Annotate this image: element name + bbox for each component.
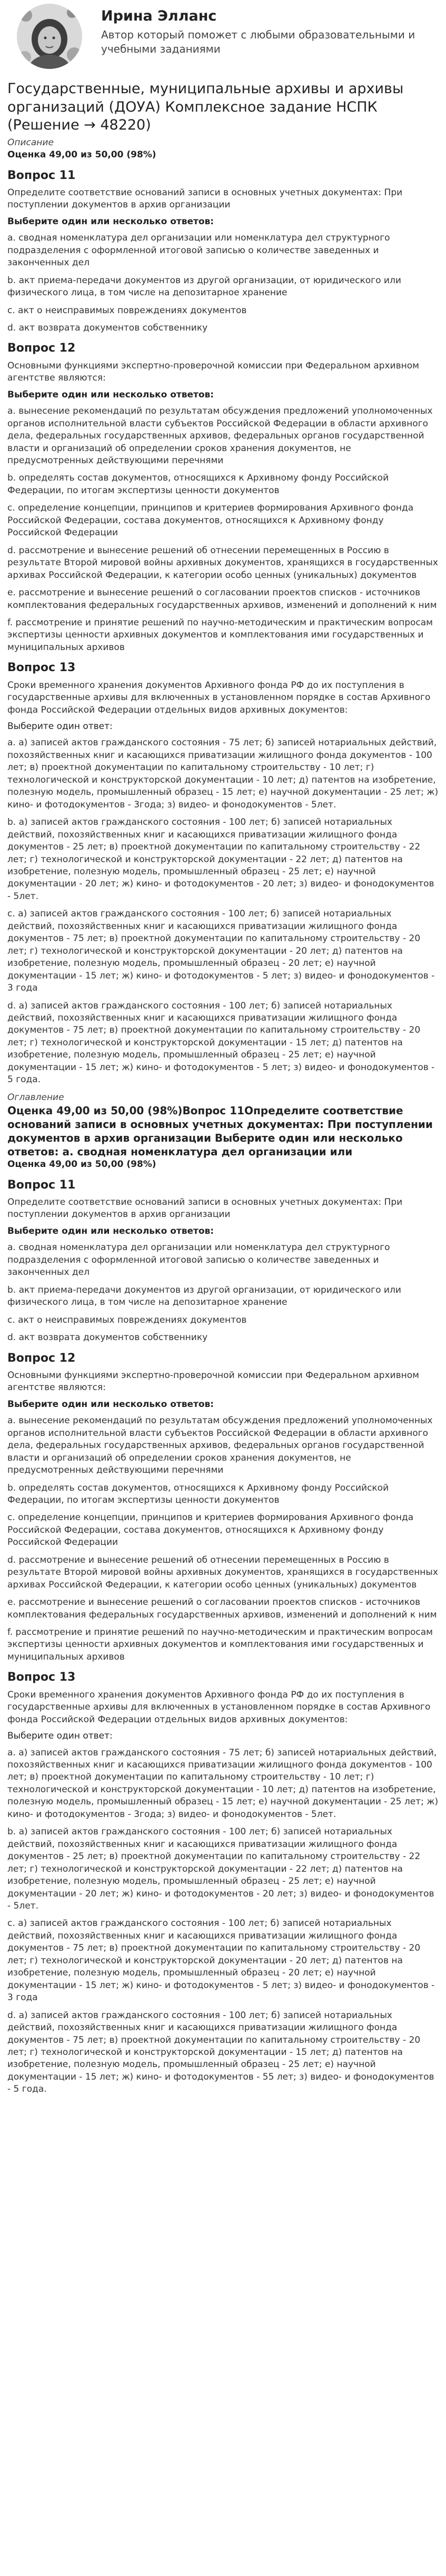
question-11-prompt-repeat: Выберите один или несколько ответов: xyxy=(7,1225,214,1236)
question-13-option-c: c. a) записей актов гражданского состояния - 100 лет; б) записей нотариальных действий, похозяйственных книг и касающихся приватизации жилищного фонда документов - 75 лет; в) проектной документации по капитальному строительству - 20 лет; г) технологической и конструкторской документации - 20 лет; д) патентов на изобретение, полезную модель, промышленный образец - 20 лет; е) научной документации - 15 лет; ж) кино- и фотодокументов - 5 лет; з) видео- и фонодокументов - 3 года xyxy=(7,908,435,994)
question-13-option-d-repeat: d. a) записей актов гражданского состояния - 100 лет; б) записей нотариальных действий, похозяйственных книг и касающихся приватизации жилищного фонда документов - 75 лет; в) проектной документации по капитальному строительству - 20 лет; г) технологической и конструкторской документации - 15 лет; д) патентов на изобретение, полезную модель, промышленный образец - 25 лет; е) научной документации - 15 лет; ж) кино- и фотодокументов - 55 лет; з) видео- и фонодокументов - 5 года. xyxy=(7,2010,434,2095)
question-13-option-a: a. a) записей актов гражданского состояния - 75 лет; б) записей нотариальных действий, похозяйственных книг и касающихся приватизации жилищного фонда документов - 100 лет; в) проектной документации по капитальному строительству - 10 лет; г) технологической и конструкторской документации - 10 лет; д) патентов на изобретение, полезную модель, промышленный образец - 15 лет; е) научной документации - 25 лет; ж) кино- и фотодокументов - 3года; з) видео- и фонодокументов - 5лет. xyxy=(7,737,439,810)
description-label: Описание xyxy=(7,137,54,148)
question-11-prompt: Выберите один или несколько ответов: xyxy=(7,216,214,227)
question-12-heading-repeat: Вопрос 12 xyxy=(7,1351,76,1365)
question-12-option-b: b. определять состав документов, относящихся к Архивному фонду Российской Федерации, по итогам экспертизы ценности документов xyxy=(7,473,389,496)
question-12-option-c: c. определение концепции, принципов и критериев формирования Архивного фонда Российской Федерации, состава документов, относящихся к Архивному фонду Российской Федерации xyxy=(7,503,414,538)
author-description: Автор который поможет с любыми образовательными и учебными заданиями xyxy=(101,28,415,56)
toc-label: Оглавление xyxy=(7,1092,64,1103)
question-11-option-a-repeat: a. сводная номенклатура дел организации или номенклатура дел структурного подразделения с оформленной итоговой записью о количестве заведенных и законченных дел xyxy=(7,1242,390,1278)
avatar[interactable] xyxy=(7,2,92,71)
question-13-text-repeat: Сроки временного хранения документов Архивного фонда РФ до их поступления в государственные архивы для включенных в установленном порядке в состав Архивного фонда Российской Федерации отдельных видов архивных документов: xyxy=(7,1689,431,1725)
question-12-option-a: a. вынесение рекомендаций по результатам обсуждения предложений уполномоченных органов исполнительной власти субъектов Российской Федерации в области архивного дела, федеральных государственных архивов, федеральных органов государственной власти и организаций об определении сроков хранения документов, не предусмотренных действующими перечнями xyxy=(7,406,433,466)
question-12-option-f: f. рассмотрение и принятие решений по научно-методическим и практическим вопросам экспертизы ценности архивных документов и комплектования ими государственных и муниципальных архивов xyxy=(7,617,433,653)
question-12-heading: Вопрос 12 xyxy=(7,342,76,355)
question-13-option-b: b. a) записей актов гражданского состояния - 100 лет; б) записей нотариальных действий, похозяйственных книг и касающихся приватизации жилищного фонда документов - 25 лет; в) проектной документации по капитальному строительству - 22 лет; г) технологической и конструкторской документации - 22 лет; д) патентов на изобретение, полезную модель, промышленный образец - 25 лет; е) научной документации - 20 лет; ж) кино- и фотодокументов - 20 лет; з) видео- и фонодокументов - 5лет. xyxy=(7,817,434,902)
question-12-option-e-repeat: e. рассмотрение и вынесение решений о согласовании проектов списков - источников комплектования федеральных государственных архивов, изменений и дополнений к ним xyxy=(7,1597,437,1620)
toc-summary: Оценка 49,00 из 50,00 (98%)Вопрос 11Определите соответствие оснований записи в основных учетных документах: При поступлении документов в архив организации Выберите один или несколько ответов: a. сводная номенклатура дел организации или xyxy=(7,1104,433,1159)
question-12-option-f-repeat: f. рассмотрение и принятие решений по научно-методическим и практическим вопросам экспертизы ценности архивных документов и комплектования ими государственных и муниципальных архивов xyxy=(7,1627,433,1662)
question-12-option-a-repeat: a. вынесение рекомендаций по результатам обсуждения предложений уполномоченных органов исполнительной власти субъектов Российской Федерации в области архивного дела, федеральных государственных архивов, федеральных органов государственной власти и организаций об определении сроков хранения документов, не предусмотренных действующими перечнями xyxy=(7,1415,433,1476)
question-12-prompt-repeat: Выберите один или несколько ответов: xyxy=(7,1399,214,1410)
score: Оценка 49,00 из 50,00 (98%) xyxy=(7,149,156,161)
question-11-option-b-repeat: b. акт приема-передачи документов из другой организации, от юридического или физического лица, в том числе на депозитарное хранение xyxy=(7,1284,401,1308)
question-11-option-c: c. акт о неисправимых повреждениях документов xyxy=(7,305,247,316)
score-repeat: Оценка 49,00 из 50,00 (98%) xyxy=(7,1159,156,1170)
question-12-option-d: d. рассмотрение и вынесение решений об отнесении перемещенных в Россию в результате Второй мировой войны архивных документов, хранящихся в государственных архивах Российской Федерации, к категории особо ценных (уникальных) документов xyxy=(7,545,438,581)
question-11-text: Определите соответствие оснований записи в основных учетных документах: При поступлении документов в архив организации xyxy=(7,187,403,211)
question-12-option-e: e. рассмотрение и вынесение решений о согласовании проектов списков - источников комплектования федеральных государственных архивов, изменений и дополнений к ним xyxy=(7,587,437,611)
author-block xyxy=(7,0,439,71)
question-12-text: Основными функциями экспертно-проверочной комиссии при Федеральном архивном агентстве являются: xyxy=(7,360,419,384)
author-info xyxy=(92,2,439,56)
question-13-option-b-repeat: b. a) записей актов гражданского состояния - 100 лет; б) записей нотариальных действий, похозяйственных книг и касающихся приватизации жилищного фонда документов - 25 лет; в) проектной документации по капитальному строительству - 22 лет; г) технологической и конструкторской документации - 22 лет; д) патентов на изобретение, полезную модель, промышленный образец - 25 лет; е) научной документации - 20 лет; ж) кино- и фотодокументов - 20 лет; з) видео- и фонодокументов - 5лет. xyxy=(7,1826,434,1911)
question-12-option-c-repeat: c. определение концепции, принципов и критериев формирования Архивного фонда Российской Федерации, состава документов, относящихся к Архивному фонду Российской Федерации xyxy=(7,1512,414,1548)
question-13-prompt: Выберите один ответ: xyxy=(7,721,113,732)
question-12-prompt: Выберите один или несколько ответов: xyxy=(7,389,214,400)
question-11-option-c-repeat: c. акт о неисправимых повреждениях документов xyxy=(7,1314,247,1325)
question-11-text-repeat: Определите соответствие оснований записи в основных учетных документах: При поступлении документов в архив организации xyxy=(7,1196,403,1220)
question-13-text: Сроки временного хранения документов Архивного фонда РФ до их поступления в государственные архивы для включенных в установленном порядке в состав Архивного фонда Российской Федерации отдельных видов архивных документов: xyxy=(7,680,431,715)
question-13-option-c-repeat: c. a) записей актов гражданского состояния - 100 лет; б) записей нотариальных действий, похозяйственных книг и касающихся приватизации жилищного фонда документов - 75 лет; в) проектной документации по капитальному строительству - 20 лет; г) технологической и конструкторской документации - 20 лет; д) патентов на изобретение, полезную модель, промышленный образец - 20 лет; е) научной документации - 15 лет; ж) кино- и фотодокументов - 5 лет; з) видео- и фонодокументов - 3 года xyxy=(7,1918,435,2003)
question-11-option-d-repeat: d. акт возврата документов собственнику xyxy=(7,1332,208,1343)
question-11-option-a: a. сводная номенклатура дел организации или номенклатура дел структурного подразделения с оформленной итоговой записью о количестве заведенных и законченных дел xyxy=(7,233,390,268)
question-11-option-b: b. акт приема-передачи документов из другой организации, от юридического или физического лица, в том числе на депозитарное хранение xyxy=(7,275,401,298)
avatar-image xyxy=(15,2,84,71)
question-11-option-d: d. акт возврата документов собственнику xyxy=(7,322,208,333)
question-11-heading: Вопрос 11 xyxy=(7,168,76,182)
question-12-option-b-repeat: b. определять состав документов, относящихся к Архивному фонду Российской Федерации, по итогам экспертизы ценности документов xyxy=(7,1482,389,1505)
question-13-prompt-repeat: Выберите один ответ: xyxy=(7,1731,113,1742)
question-13-option-a-repeat: a. a) записей актов гражданского состояния - 75 лет; б) записей нотариальных действий, похозяйственных книг и касающихся приватизации жилищного фонда документов - 100 лет; в) проектной документации по капитальному строительству - 10 лет; г) технологической и конструкторской документации - 10 лет; д) патентов на изобретение, полезную модель, промышленный образец - 15 лет; е) научной документации - 25 лет; ж) кино- и фотодокументов - 3года; з) видео- и фонодокументов - 5лет. xyxy=(7,1747,439,1820)
question-13-option-d: d. a) записей актов гражданского состояния - 100 лет; б) записей нотариальных действий, похозяйственных книг и касающихся приватизации жилищного фонда документов - 75 лет; в) проектной документации по капитальному строительству - 20 лет; г) технологической и конструкторской документации - 15 лет; д) патентов на изобретение, полезную модель, промышленный образец - 25 лет; е) научной документации - 15 лет; ж) кино- и фотодокументов - 5 лет; з) видео- и фонодокументов - 5 года. xyxy=(7,1000,435,1085)
document-title: Государственные, муниципальные архивы и архивы организаций (ДОУА) Комплексное задание НСПК (Решение → 48220) xyxy=(7,81,404,134)
question-12-option-d-repeat: d. рассмотрение и вынесение решений об отнесении перемещенных в Россию в результате Второй мировой войны архивных документов, хранящихся в государственных архивах Российской Федерации, к категории особо ценных (уникальных) документов xyxy=(7,1554,438,1590)
question-11-heading-repeat: Вопрос 11 xyxy=(7,1178,76,1192)
question-13-heading-repeat: Вопрос 13 xyxy=(7,1671,76,1684)
question-12-text-repeat: Основными функциями экспертно-проверочной комиссии при Федеральном архивном агентстве являются: xyxy=(7,1370,419,1393)
author-name[interactable]: Ирина Элланс xyxy=(101,8,217,24)
question-13-heading: Вопрос 13 xyxy=(7,661,76,675)
